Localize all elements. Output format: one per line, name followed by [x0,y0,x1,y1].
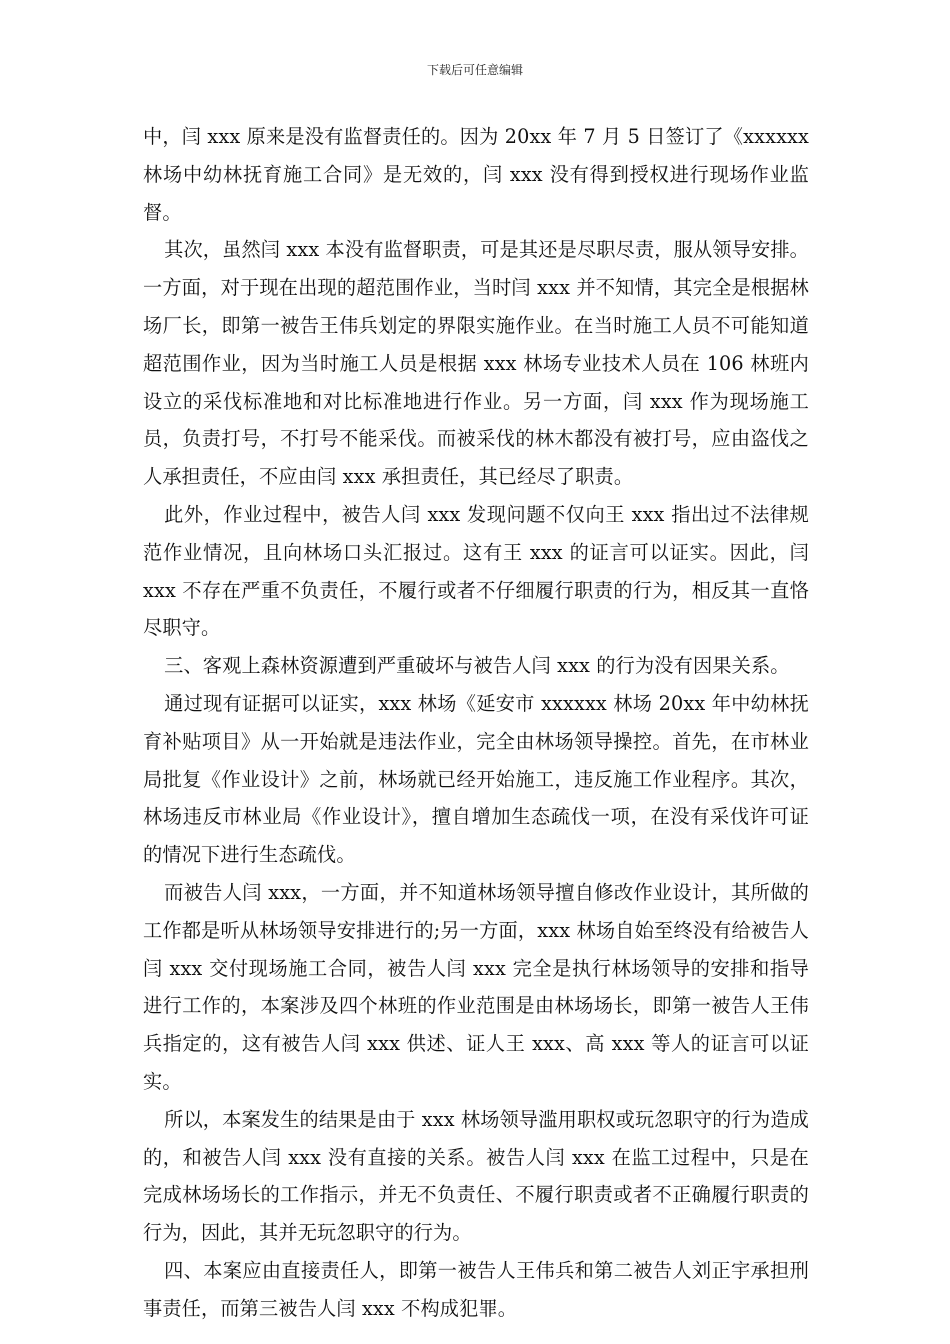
page-header: 下载后可任意编辑 [426,63,523,77]
paragraph-1: 中，闫 xxx 原来是没有监督责任的。因为 20xx 年 7 月 5 日签订了《xxxxxx 林场中幼林抚育施工合同》是无效的，闫 xxx 没有得到授权进行现场作业监督。 [143,125,809,224]
paragraph-5: 通过现有证据可以证实，xxx 林场《延安市 xxxxxx 林场 20xx 年中幼林抚育补贴项目》从一开始就是违法作业，完全由林场领导操控。首先，在市林业局批复《作业设计》之前，林场就已经开始施工，违反施工作业程序。其次，林场违反市林业局《作业设计》，擅自增加生态疏伐一项，在没有采伐许可证的情况下进行生态疏伐。 [143,691,809,867]
paragraph-6: 而被告人闫 xxx，一方面，并不知道林场领导擅自修改作业设计，其所做的工作都是听从林场领导安排进行的;另一方面，xxx 林场自始至终没有给被告人闫 xxx 交付现场施工合同，被告人闫 xxx 完全是执行林场领导的安排和指导进行工作的，本案涉及四个林班的作业范围是由林场场长，即第一被告人王伟兵指定的，这有被告人闫 xxx 供述、证人王 xxx、高 xxx 等人的证言可以证实。 [143,880,809,1093]
paragraph-2: 其次，虽然闫 xxx 本没有监督职责，可是其还是尽职尽责，服从领导安排。一方面，对于现在出现的超范围作业，当时闫 xxx 并不知情，其完全是根据林场厂长，即第一被告王伟兵划定的界限实施作业。在当时施工人员不可能知道超范围作业，因为当时施工人员是根据 xxx 林场专业技术人员在 106 林班内设立的采伐标准地和对比标准地进行作业。另一方面，闫 xxx 作为现场施工员，负责打号，不打号不能采伐。而被采伐的林木都没有被打号，应由盗伐之人承担责任，不应由闫 xxx 承担责任，其已经尽了职责。 [143,238,809,489]
paragraph-3: 此外，作业过程中，被告人闫 xxx 发现问题不仅向王 xxx 指出过不法律规范作业情况，且向林场口头汇报过。这有王 xxx 的证言可以证实。因此，闫 xxx 不存在严重不负责任，不履行或者不仔细履行职责的行为，相反其一直恪尽职守。 [143,502,809,640]
section-heading-4: 四、本案应由直接责任人，即第一被告人王伟兵和第二被告人刘正宇承担刑事责任，而第三被告人闫 xxx 不构成犯罪。 [143,1258,809,1320]
section-heading-3: 三、客观上森林资源遭到严重破坏与被告人闫 xxx 的行为没有因果关系。 [164,654,790,678]
document-body [143,118,809,1328]
paragraph-7: 所以，本案发生的结果是由于 xxx 林场领导滥用职权或玩忽职守的行为造成的，和被告人闫 xxx 没有直接的关系。被告人闫 xxx 在监工过程中，只是在完成林场场长的工作指示，并无不负责任、不履行职责或者不正确履行职责的行为，因此，其并无玩忽职守的行为。 [143,1107,809,1245]
